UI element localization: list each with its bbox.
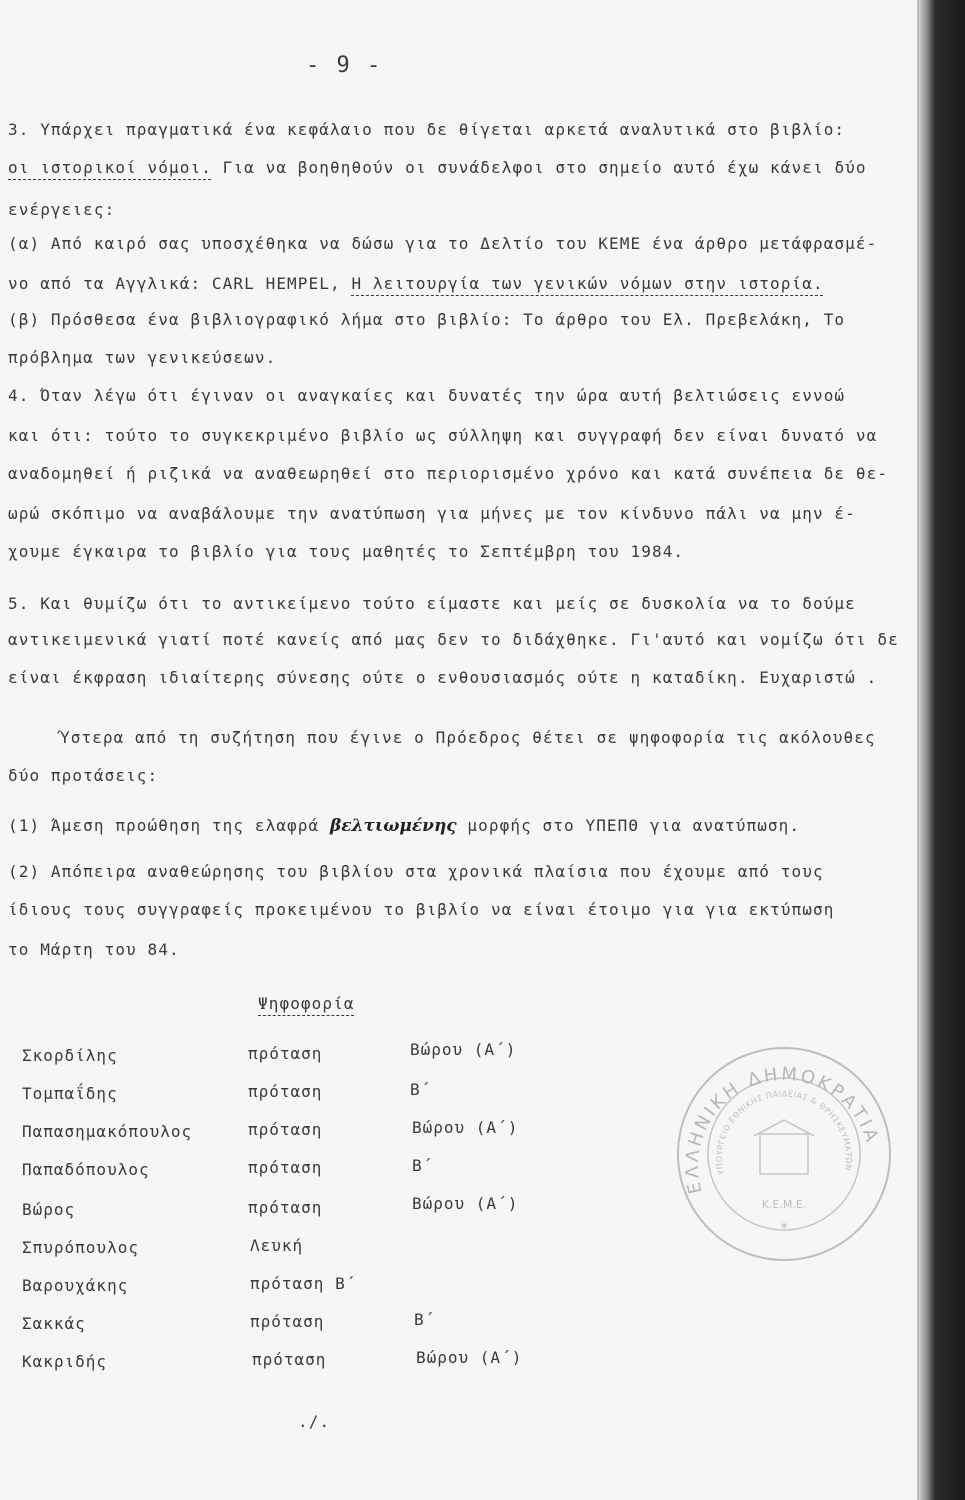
vote-choice: πρόταση [252,1350,327,1369]
paragraph-3-line-2-rest: Για να βοηθηθούν οι συνάδελφοι στο σημείο αυτό έχω κάνει δύο [211,158,867,177]
vote-heading: Ψηφοφορία [258,994,355,1013]
paragraph-4-line-4: ωρώ σκόπιμο να αναβάλουμε την ανατύπωση για μήνες με τον κίνδυνο πάλι να μην έ- [8,504,856,523]
official-stamp-seal [672,1042,896,1266]
handwritten-correction: βελτιωμένης [329,816,457,836]
vote-detail: Β΄ [412,1156,434,1175]
voter-name: Παπασημακόπουλος [22,1122,193,1141]
item-a-line-1: (α) Από καιρό σας υποσχέθηκα να δώσω για το Δελτίο του ΚΕΜΕ ένα άρθρο μετάφρασμέ- [8,234,878,253]
stamp-inner-text: ΥΠΟΥΡΓΕΙΟ ΕΘΝΙΚΗΣ ΠΑΙΔΕΙΑΣ & ΘΡΗΣΚΕΥΜΑΤΩΝ [714,1089,854,1176]
continuation-mark: ./. [298,1412,331,1431]
item-a-line-2-start: νο από τα Αγγλικά: CARL HEMPEL, [8,274,352,293]
vote-choice: πρόταση [248,1044,323,1063]
vote-choice: πρόταση [248,1158,323,1177]
stamp-outer-text: ΕΛΛΗΝΙΚΗ ΔΗΜΟΚΡΑΤΙΑ [681,1063,884,1196]
proposal-2-line-1: (2) Απόπειρα αναθεώρησης του βιβλίου στα χρονικά πλαίσια που έχουμε από τους [8,862,824,881]
paragraph-4-line-2: και ότι: τούτο το συγκεκριμένο βιβλίο ως σύλληψη και συγγραφή δεν είναι δυνατό να [8,426,878,445]
vote-choice: πρόταση [250,1312,325,1331]
vote-choice: πρόταση [248,1120,323,1139]
vote-detail: Β΄ [414,1310,436,1329]
binder-spine [919,0,965,1500]
proposal-1 [8,816,800,836]
paragraph-5-line-1: 5. Και θυμίζω ότι το αντικείμενο τούτο είμαστε και μείς σε δυσκολία να το δούμε [8,594,856,613]
vote-choice: πρόταση [248,1082,323,1101]
vote-choice: Λευκή [250,1236,304,1255]
vote-choice: πρόταση [248,1198,323,1217]
stamp-bottom-text: Κ.Ε.Μ.Ε. [761,1198,807,1211]
paragraph-3-line-1: 3. Υπάρχει πραγματικά ένα κεφάλαιο που δε θίγεται αρκετά αναλυτικά στο βιβλίο: [8,120,846,139]
vote-choice: πρόταση Β΄ [250,1274,357,1293]
page-number: - 9 - [306,53,383,78]
paragraph-4-line-3: αναδομηθεί ή ριζικά να αναθεωρηθεί στο περιορισμένο χρόνο και κατά συνέπεια δε θε- [8,464,889,483]
paragraph-3-line-3: ενέργειες: [8,200,116,219]
voter-name: Κακριδής [22,1352,108,1371]
after-discussion-line-1: Ύστερα από τη συζήτηση που έγινε ο Πρόεδρος θέτει σε ψηφοφορία τις ακόλουθες [60,728,876,747]
historical-laws-underlined: οι ιστορικοί νόμοι. [8,158,212,177]
voter-name: Βαρουχάκης [22,1276,129,1295]
voter-name: Βώρος [22,1200,76,1219]
paragraph-5-line-3: είναι έκφραση ιδιαίτερης σύνεσης ούτε ο ενθουσιασμός ούτε η καταδίκη. Ευχαριστώ . [8,668,878,687]
vote-detail: Βώρου (Α΄) [412,1194,519,1213]
vote-detail: Β΄ [410,1080,432,1099]
paragraph-4-line-1: 4. Όταν λέγω ότι έγιναν οι αναγκαίες και δυνατές την ώρα αυτή βελτιώσεις εννοώ [8,386,846,405]
after-discussion-line-2: δύο προτάσεις: [8,766,159,785]
voter-name: Σακκάς [22,1314,86,1333]
voter-name: Παπαδόπουλος [22,1160,150,1179]
hempel-title-underlined: Η λειτουργία των γενικών νόμων στην ιστορία. [351,274,824,293]
voter-name: Σκορδίλης [22,1046,118,1065]
vote-detail: Βώρου (Α΄) [410,1040,517,1059]
item-b-line-2: πρόβλημα των γενικεύσεων. [8,348,277,367]
voter-name: Σπυρόπουλος [22,1238,139,1257]
item-b-line-1: (β) Πρόσθεσα ένα βιβλιογραφικό λήμα στο βιβλίο: Το άρθρο του Ελ. Πρεβελάκη, Το [8,310,846,329]
proposal-2-line-2: ίδιους τους συγγραφείς προκειμένου το βιβλίο να είναι έτοιμο για για εκτύπωση [8,900,835,919]
paragraph-3-line-2 [8,158,867,178]
voter-name: Τομπαΐδης [22,1084,118,1103]
proposal-1-end: μορφής στο ΥΠΕΠΘ για ανατύπωση. [456,816,801,835]
paragraph-4-line-5: χουμε έγκαιρα το βιβλίο για τους μαθητές το Σεπτέμβρη του 1984. [8,542,685,561]
item-a-line-2 [8,274,824,294]
vote-detail: Βώρου (Α΄) [416,1348,523,1367]
paragraph-5-line-2: αντικειμενικά γιατί ποτέ κανείς από μας δεν το διδάχθηκε. Γι'αυτό και νομίζω ότι δε [8,630,899,649]
proposal-2-line-3: το Μάρτη του 84. [8,940,180,959]
proposal-1-start: (1) Άμεση προώθηση της ελαφρά [8,816,330,835]
svg-text:ΥΠΟΥΡΓΕΙΟ ΕΘΝΙΚΗΣ ΠΑΙΔΕΙΑΣ & Θ [715,1089,853,1176]
vote-detail: Βώρου (Α΄) [412,1118,519,1137]
stamp-star-icon: ✶ [778,1219,790,1233]
